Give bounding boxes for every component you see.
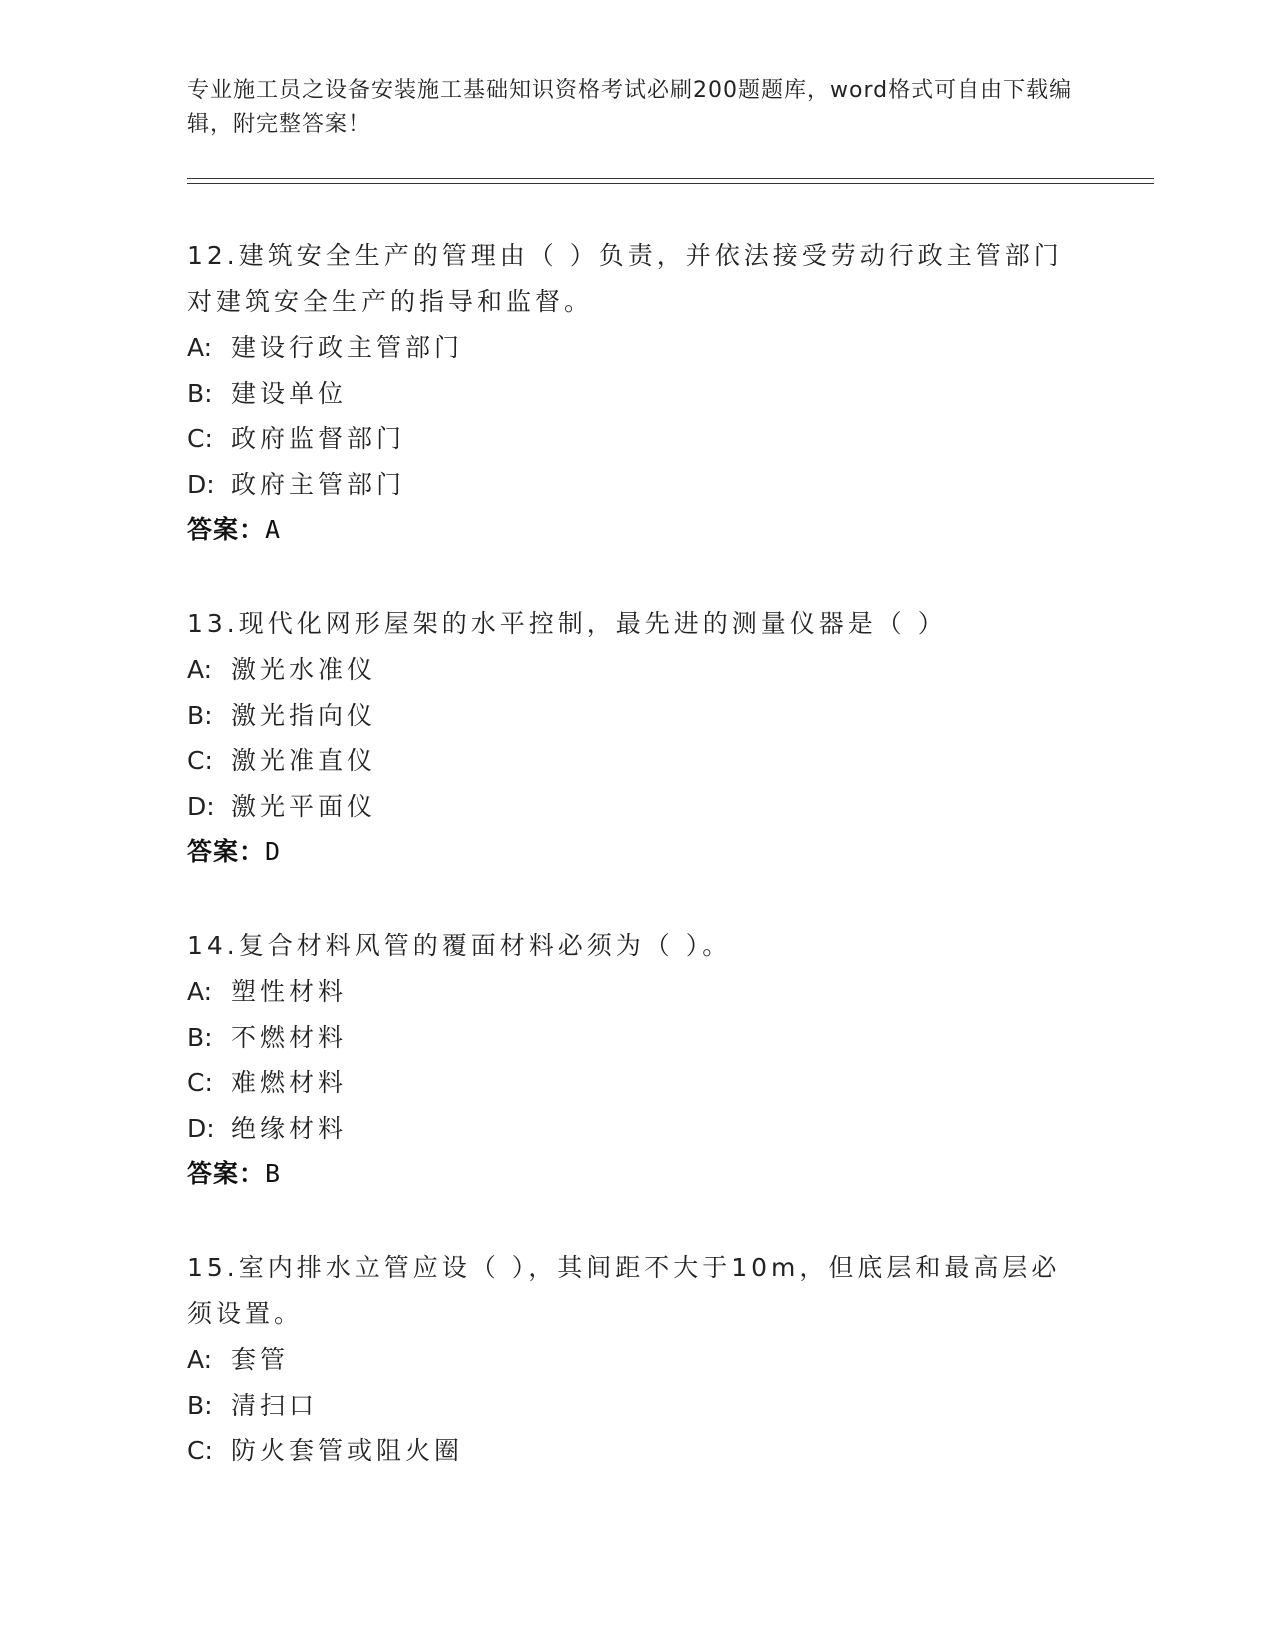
option-d xyxy=(187,784,1087,830)
option-c xyxy=(187,416,1087,462)
option-c xyxy=(187,1428,1087,1474)
option-text: 绝缘材料 xyxy=(231,1113,348,1143)
option-b xyxy=(187,1383,1087,1429)
option-c xyxy=(187,738,1087,784)
option-text: 套管 xyxy=(231,1345,290,1374)
answer-label: 答案： xyxy=(187,515,266,544)
option-letter: D: xyxy=(187,469,215,499)
question-list xyxy=(187,233,1087,1522)
option-text: 不燃材料 xyxy=(231,1022,348,1052)
document-header: 专业施工员之设备安装施工基础知识资格考试必刷200题题库，word格式可自由下载编辑，附完整答案！ xyxy=(187,78,1073,137)
option-letter: B: xyxy=(187,1390,213,1420)
answer-label: 答案： xyxy=(187,837,266,866)
option-text: 政府监督部门 xyxy=(231,424,406,453)
option-text: 激光准直仪 xyxy=(231,746,377,775)
option-a xyxy=(187,1337,1087,1383)
option-letter: A: xyxy=(187,977,213,1006)
question-text: 13.现代化网形屋架的水平控制，最先进的测量仪器是（ ） xyxy=(187,609,947,638)
answer-value: B xyxy=(265,1159,282,1188)
option-letter: B: xyxy=(187,700,213,730)
option-text: 建设单位 xyxy=(231,378,348,408)
option-a xyxy=(187,647,1087,693)
question-14 xyxy=(187,923,1087,1197)
answer-value: A xyxy=(265,515,282,544)
option-text: 政府主管部门 xyxy=(231,469,406,499)
option-letter: C: xyxy=(187,746,213,775)
answer-label: 答案： xyxy=(187,1159,266,1188)
option-letter: C: xyxy=(187,1436,213,1465)
answer-line xyxy=(187,1151,1087,1197)
question-text: 14.复合材料风管的覆面材料必须为（ ）。 xyxy=(187,931,732,960)
option-letter: B: xyxy=(187,1022,213,1052)
option-b xyxy=(187,1015,1087,1061)
option-d xyxy=(187,462,1087,508)
option-text: 激光指向仪 xyxy=(231,700,377,730)
option-letter: D: xyxy=(187,791,215,821)
question-text: 12.建筑安全生产的管理由（ ）负责，并依法接受劳动行政主管部门对建筑安全生产的指导和监督。 xyxy=(187,241,1063,316)
question-12 xyxy=(187,233,1087,553)
option-text: 建设行政主管部门 xyxy=(231,333,464,362)
option-d xyxy=(187,1106,1087,1152)
option-letter: A: xyxy=(187,655,213,684)
option-text: 塑性材料 xyxy=(231,977,348,1006)
question-13 xyxy=(187,601,1087,875)
option-letter: C: xyxy=(187,424,213,453)
option-text: 激光水准仪 xyxy=(231,655,377,684)
option-letter: C: xyxy=(187,1068,213,1097)
option-text: 激光平面仪 xyxy=(231,791,377,821)
answer-line xyxy=(187,507,1087,553)
option-b xyxy=(187,371,1087,417)
option-a xyxy=(187,969,1087,1015)
question-15 xyxy=(187,1245,1087,1474)
option-b xyxy=(187,693,1087,739)
option-c xyxy=(187,1060,1087,1106)
option-letter: A: xyxy=(187,1345,213,1374)
answer-line xyxy=(187,829,1087,875)
question-text: 15.室内排水立管应设（ ），其间距不大于10m，但底层和最高层必须设置。 xyxy=(187,1253,1061,1328)
option-letter: D: xyxy=(187,1113,215,1143)
answer-value: D xyxy=(265,837,282,866)
option-letter: B: xyxy=(187,378,213,408)
header-double-rule xyxy=(187,178,1154,184)
option-text: 清扫口 xyxy=(231,1390,319,1420)
option-text: 防火套管或阻火圈 xyxy=(231,1436,464,1465)
option-a xyxy=(187,325,1087,371)
option-letter: A: xyxy=(187,333,213,362)
option-text: 难燃材料 xyxy=(231,1068,348,1097)
